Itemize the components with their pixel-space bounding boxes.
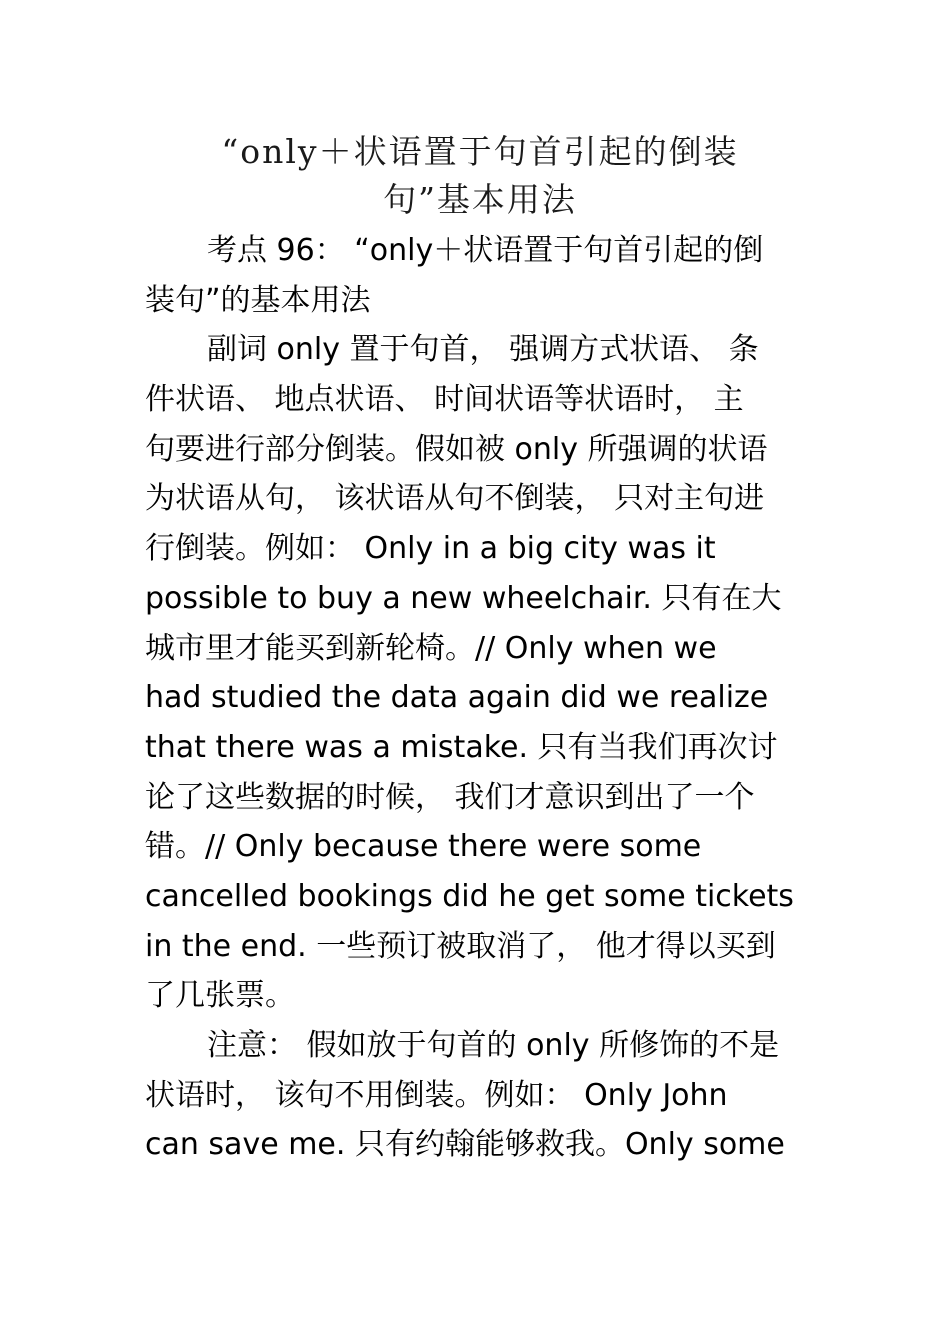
- body-line: 错。// Only because there were some: [145, 829, 702, 865]
- body-line: 注意： 假如放于句首的 only 所修饰的不是: [207, 1028, 780, 1063]
- body-line: had studied the data again did we realize: [145, 680, 769, 716]
- document-body: [145, 226, 810, 1170]
- body-line: cancelled bookings did he get some tickets: [145, 878, 794, 914]
- body-line: 副词 only 置于句首， 强调方式状语、 条: [207, 332, 759, 368]
- body-line: 考点 96： “only＋状语置于句首引起的倒: [207, 233, 764, 268]
- body-line: 论了这些数据的时候， 我们才意识到出了一个: [145, 779, 755, 815]
- title-line: “only＋状语置于句首引起的倒装: [221, 132, 739, 171]
- body-line: in the end. 一些预订被取消了， 他才得以买到: [145, 928, 776, 964]
- body-line: 为状语从句， 该状语从句不倒装， 只对主句进: [145, 481, 765, 517]
- title-line: 句”基本用法: [383, 180, 577, 219]
- body-line: 句要进行部分倒装。假如被 only 所强调的状语: [145, 431, 768, 467]
- body-line: 行倒装。例如： Only in a big city was it: [145, 531, 716, 567]
- body-line: can save me. 只有约翰能够救我。Only some: [145, 1127, 785, 1163]
- body-line: possible to buy a new wheelchair. 只有在大: [145, 580, 782, 616]
- document-title: [170, 128, 790, 224]
- body-line: 件状语、 地点状语、 时间状语等状语时， 主: [145, 382, 744, 418]
- body-line: that there was a mistake. 只有当我们再次讨: [145, 729, 778, 765]
- body-line: 装句”的基本用法: [145, 282, 371, 318]
- body-line: 状语时， 该句不用倒装。例如： Only John: [145, 1077, 728, 1113]
- body-line: 城市里才能买到新轮椅。// Only when we: [145, 630, 717, 666]
- body-line: 了几张票。: [145, 978, 295, 1014]
